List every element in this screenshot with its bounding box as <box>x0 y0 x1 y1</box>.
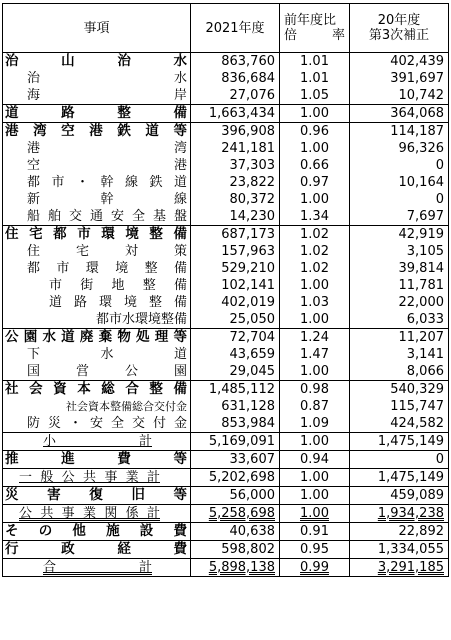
row-current-value: 80,372 <box>191 191 280 208</box>
row-supplementary-value: 10,742 <box>350 87 449 105</box>
table-row <box>3 559 449 577</box>
row-current-value: 40,638 <box>191 523 280 541</box>
table-row <box>3 191 449 208</box>
row-supplementary-value: 1,475,149 <box>350 469 449 487</box>
row-supplementary-value: 7,697 <box>350 208 449 226</box>
row-current-value: 853,984 <box>191 415 280 433</box>
row-supplementary-value: 22,892 <box>350 523 449 541</box>
row-current-value: 23,822 <box>191 174 280 191</box>
row-label: 新幹線 <box>27 192 187 207</box>
table-row <box>3 157 449 174</box>
row-label-cell <box>3 105 191 123</box>
table-row <box>3 311 449 329</box>
table-row <box>3 87 449 105</box>
row-label: 道路環境整備 <box>49 295 187 310</box>
row-supplementary-value: 0 <box>350 451 449 469</box>
row-ratio: 1.02 <box>280 226 350 244</box>
row-label-cell <box>3 469 191 487</box>
row-ratio: 1.00 <box>280 311 350 329</box>
row-label-cell <box>3 87 191 105</box>
row-label-cell <box>3 277 191 294</box>
row-supplementary-value: 11,781 <box>350 277 449 294</box>
row-current-value: 863,760 <box>191 53 280 71</box>
row-label: 港湾 <box>27 141 187 156</box>
row-ratio: 1.00 <box>280 469 350 487</box>
row-supplementary-value: 96,326 <box>350 140 449 157</box>
row-current-value: 1,663,434 <box>191 105 280 123</box>
table-row <box>3 105 449 123</box>
table-row <box>3 277 449 294</box>
row-label: 社会資本整備総合交付金 <box>66 400 187 413</box>
row-current-value: 5,898,138 <box>191 559 280 577</box>
header-ratio-line2: 倍 率 <box>284 28 345 43</box>
row-current-value: 836,684 <box>191 70 280 87</box>
row-supplementary-value: 424,582 <box>350 415 449 433</box>
table-row <box>3 208 449 226</box>
table-row <box>3 505 449 523</box>
row-supplementary-value: 1,934,238 <box>350 505 449 523</box>
row-ratio: 1.00 <box>280 277 350 294</box>
row-label: 合 計 <box>43 560 152 575</box>
table-row <box>3 469 449 487</box>
row-current-value: 157,963 <box>191 243 280 260</box>
row-label-cell <box>3 329 191 347</box>
table-row <box>3 398 449 415</box>
row-label-cell <box>3 260 191 277</box>
row-label: 住宅都市環境整備 <box>5 226 187 242</box>
row-supplementary-value: 1,475,149 <box>350 433 449 451</box>
row-current-value: 5,202,698 <box>191 469 280 487</box>
row-label: 国営公園 <box>27 364 187 379</box>
row-label-cell <box>3 123 191 141</box>
row-supplementary-value: 540,329 <box>350 381 449 399</box>
table-row <box>3 226 449 244</box>
table-row <box>3 70 449 87</box>
row-label-cell <box>3 415 191 433</box>
row-ratio: 1.00 <box>280 433 350 451</box>
row-label: 港湾空港鉄道等 <box>5 123 187 139</box>
row-ratio: 0.96 <box>280 123 350 141</box>
header-supp-line2: 第3次補正 <box>368 28 430 43</box>
row-label-cell <box>3 174 191 191</box>
row-ratio: 1.02 <box>280 260 350 277</box>
table-row <box>3 451 449 469</box>
row-label: 道路整備 <box>5 105 187 121</box>
row-ratio: 0.98 <box>280 381 350 399</box>
table-row <box>3 53 449 71</box>
header-supplementary <box>350 4 449 53</box>
header-ratio <box>280 4 350 53</box>
row-ratio: 1.00 <box>280 505 350 523</box>
table-row <box>3 140 449 157</box>
row-ratio: 1.00 <box>280 140 350 157</box>
row-supplementary-value: 459,089 <box>350 487 449 505</box>
header-current-year-label: 2021年度 <box>205 20 265 36</box>
row-supplementary-value: 3,291,185 <box>350 559 449 577</box>
table-row <box>3 541 449 559</box>
row-ratio: 1.02 <box>280 243 350 260</box>
row-ratio: 0.94 <box>280 451 350 469</box>
row-supplementary-value: 6,033 <box>350 311 449 329</box>
row-label: 小 計 <box>43 434 152 449</box>
row-ratio: 1.00 <box>280 363 350 381</box>
header-ratio-line1: 前年度比 <box>284 13 337 28</box>
table-body <box>3 53 449 577</box>
row-supplementary-value: 8,066 <box>350 363 449 381</box>
row-supplementary-value: 42,919 <box>350 226 449 244</box>
row-label: 治山治水 <box>5 53 187 69</box>
row-ratio: 1.01 <box>280 70 350 87</box>
table-row <box>3 415 449 433</box>
row-supplementary-value: 114,187 <box>350 123 449 141</box>
row-ratio: 0.99 <box>280 559 350 577</box>
row-label: 社会資本総合整備 <box>5 381 187 397</box>
row-label-cell <box>3 381 191 399</box>
row-current-value: 56,000 <box>191 487 280 505</box>
row-current-value: 396,908 <box>191 123 280 141</box>
row-ratio: 1.34 <box>280 208 350 226</box>
table-row <box>3 243 449 260</box>
row-supplementary-value: 11,207 <box>350 329 449 347</box>
row-label-cell <box>3 208 191 226</box>
header-supp-line1: 20年度 <box>377 13 421 28</box>
row-current-value: 241,181 <box>191 140 280 157</box>
row-ratio: 1.00 <box>280 105 350 123</box>
table-row <box>3 523 449 541</box>
row-ratio: 1.03 <box>280 294 350 311</box>
row-label-cell <box>3 140 191 157</box>
row-label: その他施設費 <box>5 523 187 539</box>
row-supplementary-value: 0 <box>350 191 449 208</box>
row-label: 災害復旧等 <box>5 487 187 503</box>
row-label-cell <box>3 226 191 244</box>
row-label: 市街地整備 <box>49 278 187 293</box>
row-supplementary-value: 22,000 <box>350 294 449 311</box>
row-supplementary-value: 391,697 <box>350 70 449 87</box>
row-current-value: 43,659 <box>191 346 280 363</box>
row-current-value: 598,802 <box>191 541 280 559</box>
row-label-cell <box>3 294 191 311</box>
row-ratio: 1.09 <box>280 415 350 433</box>
header-item-label: 事項 <box>83 20 110 36</box>
row-ratio: 1.47 <box>280 346 350 363</box>
row-ratio: 0.97 <box>280 174 350 191</box>
row-current-value: 25,050 <box>191 311 280 329</box>
row-current-value: 1,485,112 <box>191 381 280 399</box>
table-row <box>3 363 449 381</box>
table-row <box>3 260 449 277</box>
row-supplementary-value: 402,439 <box>350 53 449 71</box>
row-label-cell <box>3 346 191 363</box>
row-current-value: 402,019 <box>191 294 280 311</box>
row-label-cell <box>3 523 191 541</box>
row-current-value: 5,258,698 <box>191 505 280 523</box>
row-current-value: 29,045 <box>191 363 280 381</box>
table-row <box>3 381 449 399</box>
row-label-cell <box>3 451 191 469</box>
table-row <box>3 487 449 505</box>
row-ratio: 1.05 <box>280 87 350 105</box>
table-row <box>3 294 449 311</box>
table-row <box>3 329 449 347</box>
table-row <box>3 123 449 141</box>
row-supplementary-value: 115,747 <box>350 398 449 415</box>
header-item <box>3 4 191 53</box>
row-label: 一般公共事業計 <box>19 470 160 485</box>
row-current-value: 529,210 <box>191 260 280 277</box>
row-label-cell <box>3 157 191 174</box>
row-supplementary-value: 364,068 <box>350 105 449 123</box>
row-current-value: 33,607 <box>191 451 280 469</box>
row-label-cell <box>3 53 191 71</box>
row-label-cell <box>3 433 191 451</box>
row-label-cell <box>3 505 191 523</box>
row-label-cell <box>3 363 191 381</box>
row-label-cell <box>3 191 191 208</box>
row-label-cell <box>3 311 191 329</box>
table-header-row <box>3 4 449 53</box>
row-ratio: 1.24 <box>280 329 350 347</box>
table-row <box>3 433 449 451</box>
row-label: 住宅対策 <box>27 244 187 259</box>
row-label-cell <box>3 398 191 415</box>
row-supplementary-value: 3,141 <box>350 346 449 363</box>
row-label: 都市水環境整備 <box>95 312 187 327</box>
row-label: 防災・安全交付金 <box>27 416 187 431</box>
row-label: 都市・幹線鉄道 <box>27 175 187 190</box>
row-label: 下水道 <box>27 347 187 362</box>
row-label: 公共事業関係計 <box>19 506 160 521</box>
row-label: 海岸 <box>27 88 187 103</box>
budget-table <box>2 3 449 577</box>
row-label-cell <box>3 559 191 577</box>
row-ratio: 0.91 <box>280 523 350 541</box>
row-ratio: 0.87 <box>280 398 350 415</box>
row-label: 空港 <box>27 158 187 173</box>
row-ratio: 1.01 <box>280 53 350 71</box>
row-supplementary-value: 0 <box>350 157 449 174</box>
row-ratio: 1.00 <box>280 191 350 208</box>
row-supplementary-value: 39,814 <box>350 260 449 277</box>
row-supplementary-value: 1,334,055 <box>350 541 449 559</box>
row-current-value: 5,169,091 <box>191 433 280 451</box>
row-label-cell <box>3 487 191 505</box>
row-current-value: 37,303 <box>191 157 280 174</box>
row-ratio: 0.66 <box>280 157 350 174</box>
row-label: 行政経費 <box>5 541 187 557</box>
row-current-value: 27,076 <box>191 87 280 105</box>
row-ratio: 1.00 <box>280 487 350 505</box>
header-current-year <box>191 4 280 53</box>
row-label: 都市環境整備 <box>27 261 187 276</box>
row-label-cell <box>3 541 191 559</box>
row-label-cell <box>3 243 191 260</box>
row-label: 推進費等 <box>5 451 187 467</box>
row-ratio: 0.95 <box>280 541 350 559</box>
row-label: 公園水道廃棄物処理等 <box>5 329 187 345</box>
row-current-value: 631,128 <box>191 398 280 415</box>
row-label: 治水 <box>27 71 187 86</box>
table-row <box>3 346 449 363</box>
table-row <box>3 174 449 191</box>
row-current-value: 14,230 <box>191 208 280 226</box>
row-label: 船舶交通安全基盤 <box>27 209 187 224</box>
row-current-value: 102,141 <box>191 277 280 294</box>
row-supplementary-value: 3,105 <box>350 243 449 260</box>
row-supplementary-value: 10,164 <box>350 174 449 191</box>
row-current-value: 72,704 <box>191 329 280 347</box>
row-label-cell <box>3 70 191 87</box>
row-current-value: 687,173 <box>191 226 280 244</box>
